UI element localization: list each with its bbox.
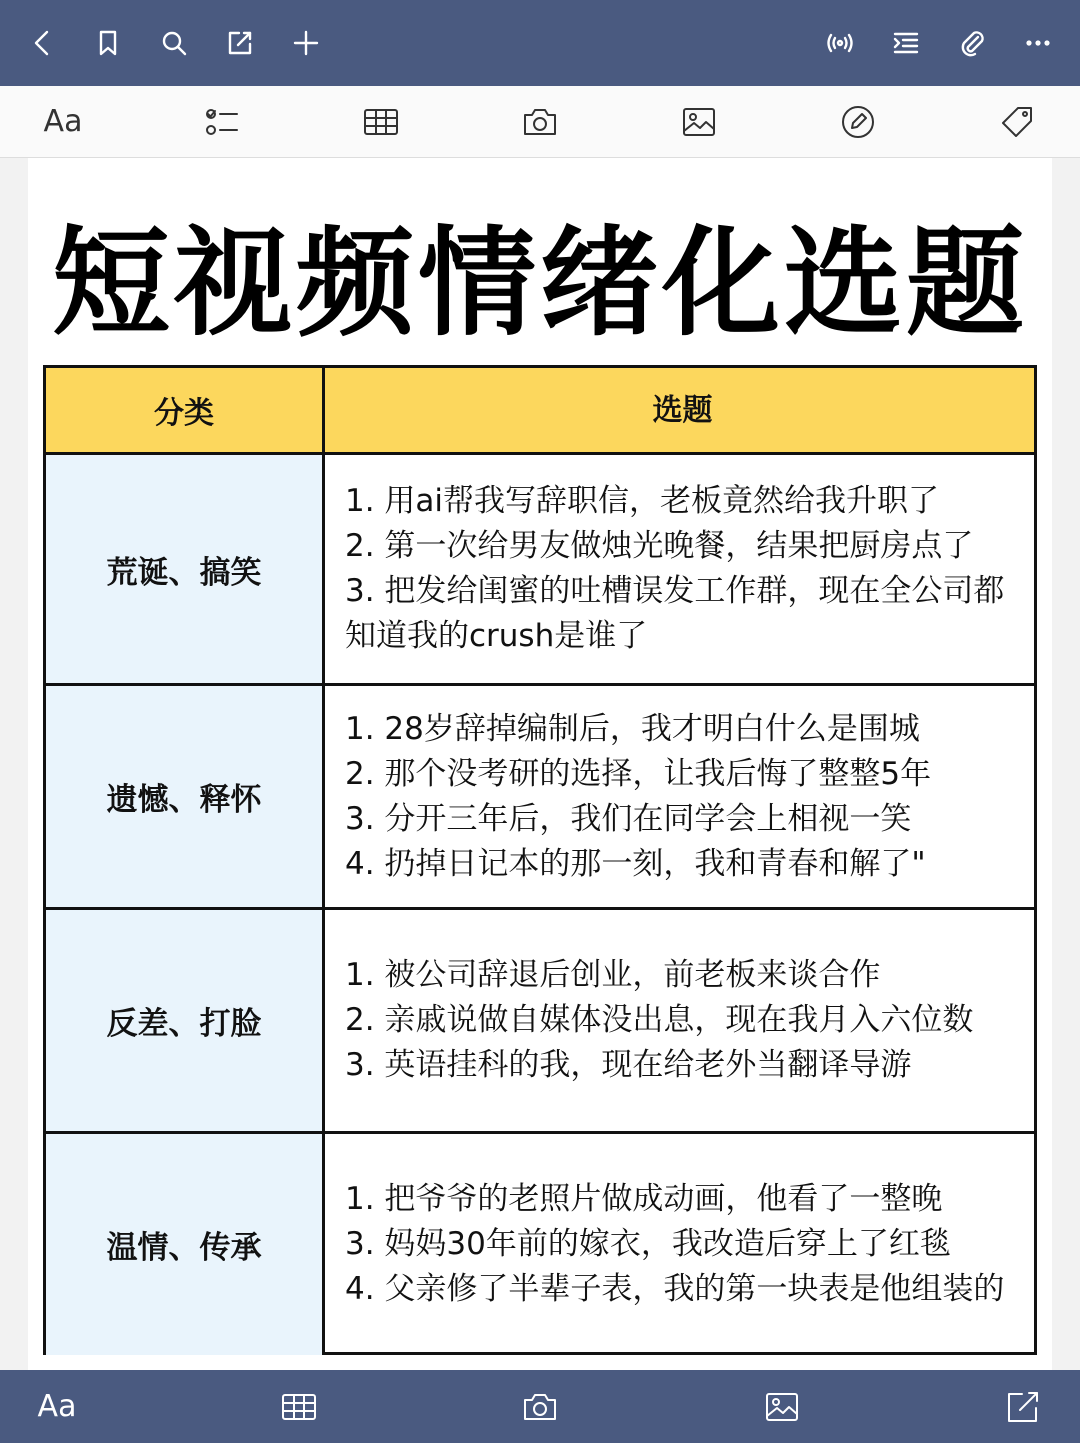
checklist-icon[interactable]: [199, 99, 245, 145]
image-icon[interactable]: [676, 99, 722, 145]
topic-item: 1. 用ai帮我写辞职信，老板竟然给我升职了: [345, 483, 940, 519]
table-icon[interactable]: [358, 99, 404, 145]
table-icon[interactable]: [276, 1384, 322, 1430]
topic-item: 4. 扔掉日记本的那一刻，我和青春和解了": [345, 845, 926, 882]
image-icon[interactable]: [759, 1384, 805, 1430]
table-header-row: [46, 368, 1034, 455]
top-nav-right: [822, 25, 1056, 61]
top-nav-bar: [0, 0, 1080, 86]
topic-item: 1. 被公司辞退后创业，前老板来谈合作: [345, 957, 881, 993]
note-title: 短视频情绪化选题: [51, 214, 1028, 352]
tag-icon[interactable]: [994, 99, 1040, 145]
topic-item: 2. 亲戚说做自媒体没出息，现在我月入六位数: [345, 1002, 974, 1038]
pen-icon[interactable]: [835, 99, 881, 145]
table-row: [46, 455, 1034, 686]
row-topics: [325, 686, 1034, 907]
header-category: 分类: [46, 368, 325, 452]
back-icon[interactable]: [24, 25, 60, 61]
table-row: [46, 686, 1034, 910]
topic-item: 2. 第一次给男友做烛光晚餐，结果把厨房点了: [345, 528, 974, 564]
font-format-button[interactable]: [40, 99, 86, 145]
font-format-label: Aa: [43, 104, 83, 139]
topic-item: 4. 父亲修了半辈子表，我的第一块表是他组装的: [345, 1271, 1005, 1307]
topic-item: 1. 把爷爷的老照片做成动画，他看了一整晚: [345, 1181, 943, 1217]
topic-item: 2. 那个没考研的选择，让我后悔了整整5年: [345, 755, 932, 792]
broadcast-icon[interactable]: [822, 25, 858, 61]
attachment-icon[interactable]: [954, 25, 990, 61]
table-row: [46, 1134, 1034, 1355]
bookmark-icon[interactable]: [90, 25, 126, 61]
list-icon[interactable]: [888, 25, 924, 61]
font-format-label: Aa: [37, 1389, 77, 1424]
topic-table: [43, 365, 1037, 1355]
top-nav-left: [24, 25, 324, 61]
header-topic: 选题: [652, 392, 713, 428]
row-topics: [325, 1134, 1034, 1355]
row-topics: [325, 455, 1034, 683]
row-topics: [325, 910, 1034, 1131]
compose-icon[interactable]: [1000, 1384, 1046, 1430]
plus-icon[interactable]: [288, 25, 324, 61]
format-toolbar: [0, 86, 1080, 158]
topic-item: 3. 英语挂科的我，现在给老外当翻译导游: [345, 1047, 912, 1083]
search-icon[interactable]: [156, 25, 192, 61]
row-category: 荒诞、搞笑: [46, 455, 325, 683]
topic-item: 3. 分开三年后，我们在同学会上相视一笑: [345, 800, 912, 837]
topic-item: 3. 妈妈30年前的嫁衣，我改造后穿上了红毯: [345, 1226, 951, 1262]
bottom-toolbar: [0, 1370, 1080, 1443]
edit-icon[interactable]: [222, 25, 258, 61]
topic-item: 3. 把发给闺蜜的吐槽误发工作群，现在全公司都知道我的crush是谁了: [345, 573, 1005, 654]
table-row: [46, 910, 1034, 1134]
more-icon[interactable]: [1020, 25, 1056, 61]
font-format-button[interactable]: [34, 1384, 80, 1430]
camera-icon[interactable]: [517, 1384, 563, 1430]
row-category: 遗憾、释怀: [46, 686, 325, 907]
camera-icon[interactable]: [517, 99, 563, 145]
row-category: 反差、打脸: [46, 910, 325, 1131]
note-page: [28, 158, 1052, 1370]
row-category: 温情、传承: [46, 1134, 325, 1355]
topic-item: 1. 28岁辞掉编制后，我才明白什么是围城: [345, 710, 920, 747]
